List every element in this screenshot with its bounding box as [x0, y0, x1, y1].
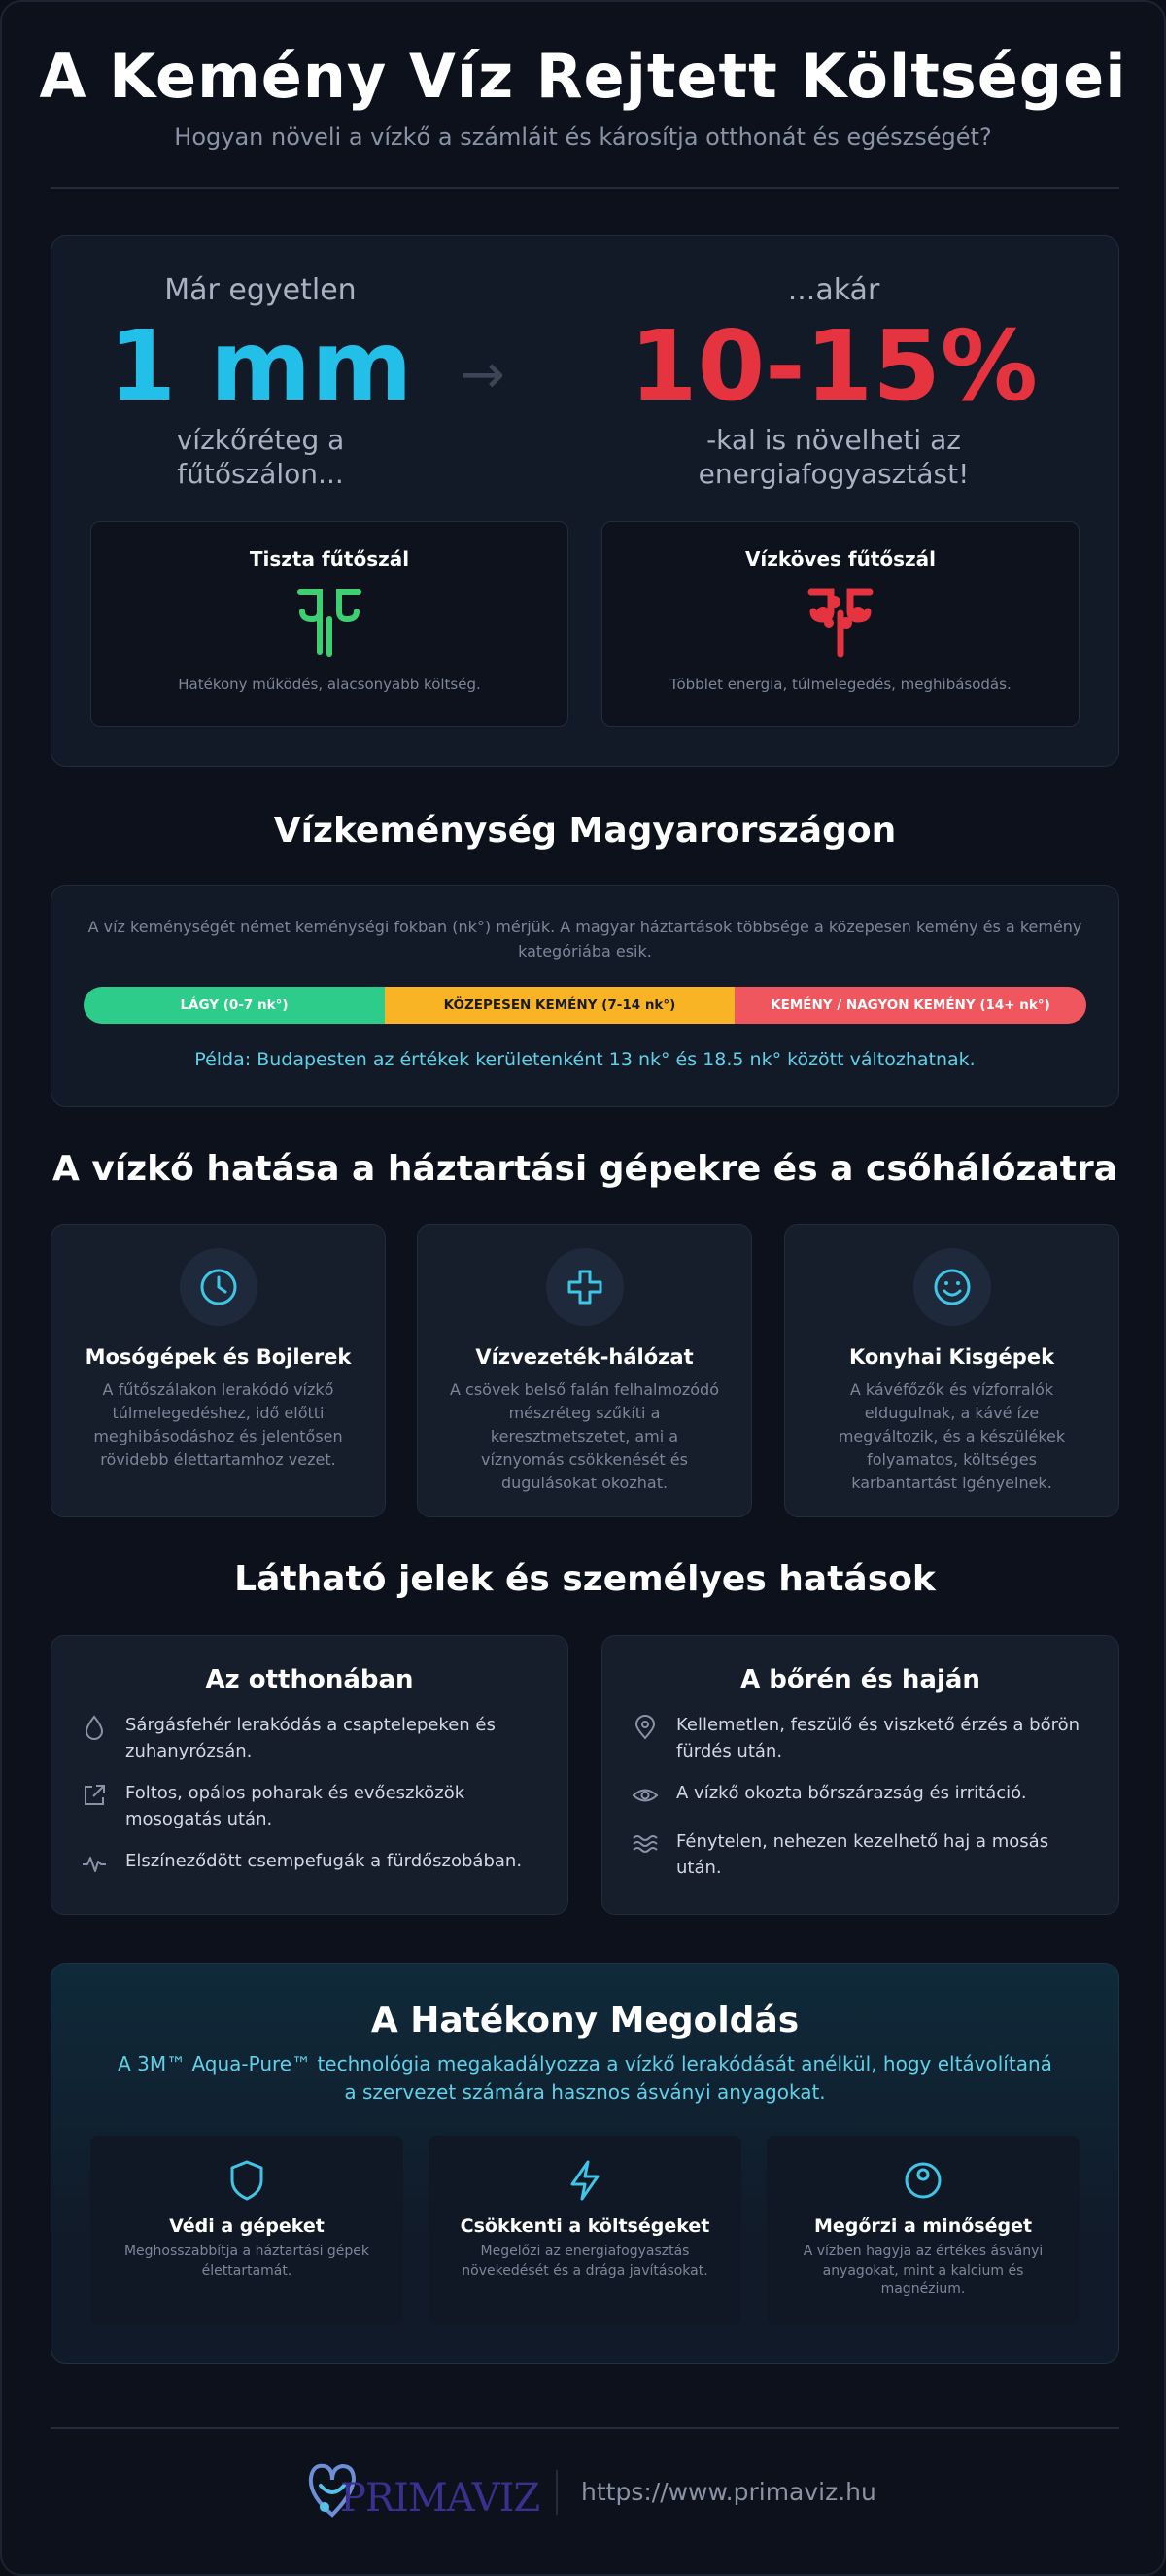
plus-icon	[546, 1248, 624, 1326]
stat-left-top: Már egyetlen	[164, 273, 357, 307]
waves-icon	[632, 1828, 676, 1862]
scaled-coil-desc: Többlet energia, túlmelegedés, meghibásodás.	[669, 676, 1012, 693]
impact-card-text: A fűtőszálakon lerakódó vízkő túlmelegedéshez, idő előtti meghibásodáshoz és jelentősen rövidebb élettartamhoz vezet.	[93, 1380, 343, 1469]
impact-card-text: A csövek belső falán felhalmozódó mészréteg szűkíti a keresztmetszetet, ami a víznyomás csökkenését és dugulásokat okozhat.	[449, 1380, 719, 1492]
sign-text: A vízkő okozta bőrszárazság és irritáció.	[676, 1783, 1027, 1803]
external-link-icon	[81, 1780, 125, 1813]
scaled-coil-icon	[602, 584, 1079, 662]
scaled-coil-title: Vízköves fűtőszál	[744, 547, 937, 571]
header	[2, 2, 1164, 151]
hardness-scale	[84, 987, 1086, 1024]
list-item	[81, 1712, 538, 1764]
stat-right-top: ...akár	[787, 273, 880, 307]
solution-desc: A 3M™ Aqua-Pure™ technológia megakadályozza a vízkő lerakódását anélkül, hogy eltávolítaná a szervezet számára hasznos ásványi anyagokat.	[118, 2052, 1052, 2104]
sign-text: Foltos, opálos poharak és evőeszközök mosogatás után.	[125, 1783, 465, 1829]
clean-coil-title: Tiszta fűtőszál	[249, 547, 410, 571]
solution-card-title: Csökkenti a költségeket	[460, 2215, 710, 2237]
solution-card-title: Megőrzi a minőséget	[813, 2215, 1033, 2237]
clean-coil-icon	[91, 584, 567, 662]
solution-card-title: Védi a gépeket	[169, 2215, 325, 2237]
lightning-icon	[429, 2159, 741, 2206]
eye-icon	[632, 1780, 676, 1813]
solution-panel	[51, 1963, 1119, 2364]
footer	[2, 2456, 1166, 2534]
droplet-icon	[81, 1712, 125, 1745]
stat-right-bottom-1: -kal is növelheti az	[706, 424, 961, 456]
sign-text: Fénytelen, nehezen kezelhető haj a mosás után.	[676, 1831, 1049, 1878]
target-icon	[767, 2159, 1080, 2206]
stat-right-bottom-2: energiafogyasztást!	[698, 458, 970, 490]
signs-body-card	[601, 1635, 1119, 1915]
signs-title: Látható jelek és személyes hatások	[234, 1559, 936, 1599]
impact-title: A vízkő hatása a háztartási gépekre és a csőhálózatra	[51, 1149, 1117, 1189]
scale-hard: KEMÉNY / NAGYON KEMÉNY (14+ nk°)	[735, 987, 1086, 1024]
smile-icon	[913, 1248, 991, 1326]
solution-title: A Hatékony Megoldás	[370, 2001, 800, 2040]
divider	[51, 187, 1119, 189]
list-item	[632, 1828, 1089, 1881]
page-subtitle: Hogyan növeli a vízkő a számláit és károsítja otthonát és egészségét?	[174, 123, 992, 151]
page-title: A Kemény Víz Rejtett Költségei	[39, 41, 1127, 112]
solution-card-text: Meghosszabbítja a háztartási gépek élettartamát.	[123, 2244, 370, 2279]
activity-icon	[81, 1848, 125, 1881]
stat-left-value: 1 mm	[108, 309, 413, 423]
stat-right	[586, 273, 1081, 491]
scaled-coil-card	[601, 521, 1080, 727]
hardness-title: Vízkeménység Magyarországon	[273, 811, 897, 851]
solution-card-quality	[767, 2136, 1080, 2325]
list-item	[632, 1712, 1089, 1764]
signs-body-title: A bőrén és haján	[740, 1665, 980, 1694]
energy-stat-card	[51, 235, 1119, 767]
clean-coil-card	[90, 521, 568, 727]
list-item	[81, 1780, 538, 1832]
hardness-desc: A víz keménységét német keménységi fokban (nk°) mérjük. A magyar háztartások többsége a közepesen kemény és a kemény kategóriába esik.	[87, 918, 1082, 960]
signs-home-card	[51, 1635, 568, 1915]
scale-medium: KÖZEPESEN KEMÉNY (7-14 nk°)	[385, 987, 735, 1024]
divider	[51, 2427, 1119, 2429]
sign-text: Kellemetlen, feszülő és viszkető érzés a bőrön fürdés után.	[676, 1715, 1080, 1761]
impact-card-washing	[51, 1224, 386, 1517]
sign-text: Elszíneződött csempefugák a fürdőszobában.	[125, 1851, 523, 1871]
scale-soft: LÁGY (0-7 nk°)	[84, 987, 385, 1024]
impact-card-title: Vízvezeték-hálózat	[475, 1345, 694, 1369]
clean-coil-desc: Hatékony működés, alacsonyabb költség.	[178, 676, 481, 693]
solution-card-cost	[429, 2136, 741, 2325]
impact-card-kitchen	[784, 1224, 1119, 1517]
solution-card-text: Megelőzi az energiafogyasztás növekedését és a drága javításokat.	[462, 2244, 708, 2279]
footer-url-link[interactable]: https://www.primaviz.hu	[581, 2478, 876, 2506]
stat-left-bottom-1: vízkőréteg a	[176, 424, 345, 456]
impact-card-title: Konyhai Kisgépek	[848, 1345, 1055, 1369]
footer-divider	[556, 2470, 558, 2515]
stat-left	[51, 273, 469, 491]
solution-card-text: A vízben hagyja az értékes ásványi anyagokat, mint a kalcium és magnézium.	[803, 2244, 1044, 2298]
hardness-example: Példa: Budapesten az értékek kerületenként 13 nk° és 18.5 nk° között változhatnak.	[194, 1049, 976, 1070]
sign-text: Sárgásfehér lerakódás a csaptelepeken és zuhanyrózsán.	[125, 1715, 496, 1761]
arrow-right-icon: →	[460, 343, 505, 406]
stat-left-bottom-2: fűtőszálon...	[177, 458, 344, 490]
solution-card-protect	[90, 2136, 403, 2325]
signs-home-title: Az otthonában	[205, 1665, 414, 1694]
logo-text: PRIMAVIZ	[340, 2476, 540, 2521]
stat-right-value: 10-15%	[629, 309, 1039, 423]
list-item	[81, 1848, 538, 1881]
impact-card-plumbing	[417, 1224, 752, 1517]
impact-card-title: Mosógépek és Bojlerek	[85, 1345, 352, 1369]
impact-card-text: A kávéfőzők és vízforralók eldugulnak, a kávé íze megváltozik, és a készülékek folyamatos, költséges karbantartást igényelnek.	[838, 1380, 1066, 1492]
list-item	[632, 1780, 1089, 1813]
shield-icon	[90, 2159, 403, 2206]
map-pin-icon	[632, 1712, 676, 1745]
clock-icon	[180, 1248, 257, 1326]
